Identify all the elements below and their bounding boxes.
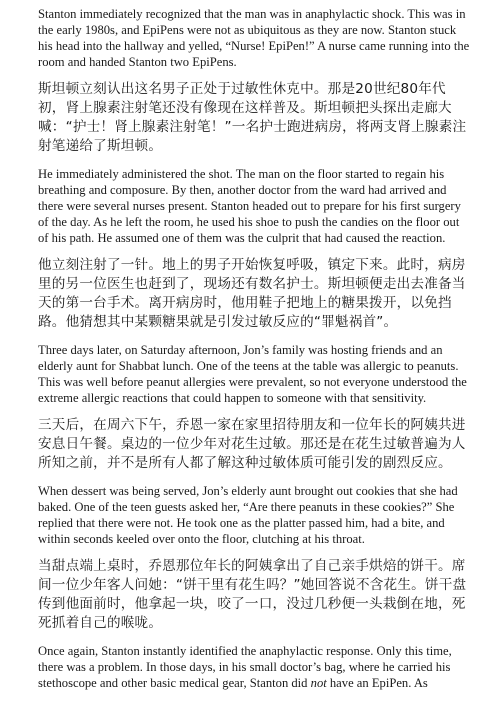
paragraph-en-1: Stanton immediately recognized that the man was in anaphylactic shock. This was in the early 1980s, and EpiPens were not as ubiquitous as they are now. Stanton stuck his head into the hallway and yelled, “Nurse! EpiPen!” A nurse came running into the room and handed Stanton two EpiPens. [38,7,470,69]
paragraph-en-2: He immediately administered the shot. The man on the floor started to regain his breathing and composure. By then, another doctor from the ward had arrived and there were several nurses present. Stanton headed out to prepare for his first surgery of the day. As he left the room, he used his shoe to push the candies on the floor out of his path. He assumed one of them was the culprit that had caused the reaction. [38,167,461,245]
paragraph-zh-4: 当甜点端上桌时，乔恩那位年长的阿姨拿出了自己亲手烘焙的饼干。席间一位少年客人问她：“饼干里有花生吗？”她回答说不含花生。饼干盘传到他面前时，他拿起一块，咬了一口，没过几秒便一头栽倒在地，死死抓着自己的喉咙。 [38,558,467,631]
paragraph-zh-2: 他立刻注射了一针。地上的男子开始恢复呼吸，镇定下来。此时，病房里的另一位医生也赶到了，现场还有数名护士。斯坦顿便走出去准备当天的第一台手术。离开病房时，他用鞋子把地上的糖果拨开，以免挡路。他猜想其中某颗糖果就是引发过敏反应的“罪魁祸首”。 [38,257,466,330]
paragraph-en-5-end: have an EpiPen. As [326,676,428,690]
paragraph-en-3: Three days later, on Saturday afternoon, Jon’s family was hosting friends and an elderly aunt for Shabbat lunch. One of the teens at the table was allergic to peanuts. This was well before peanut allergies were prevalent, so not everyone understood the extreme allergic reactions that could happen to someone with that sensitivity. [38,343,467,405]
paragraph-zh-1: 斯坦顿立刻认出这名男子正处于过敏性休克中。那是20世纪80年代初，肾上腺素注射笔还没有像现在这样普及。斯坦顿把头探出走廊大喊：“护士！肾上腺素注射笔！”一名护士跑进病房，将两支肾上腺素注射笔递给了斯坦顿。 [38,81,467,154]
paragraph-en-5 [38,643,470,691]
paragraph-en-5-start: Once again, Stanton instantly identified the anaphylactic response. Only this time, there was a problem. In those days, in his small doctor’s bag, where he carried his stethoscope and other basic medical gear, Stanton did [38,644,452,690]
paragraph-en-5-italic: not [310,676,327,690]
paragraph-zh-3: 三天后，在周六下午，乔恩一家在家里招待朋友和一位年长的阿姨共进安息日午餐。桌边的一位少年对花生过敏。那还是在花生过敏普遍为人所知之前，并不是所有人都了解这种过敏体质可能引发的剧烈反应。 [38,417,466,471]
paragraph-en-4: When dessert was being served, Jon’s elderly aunt brought out cookies that she had baked. One of the teen guests asked her, “Are there peanuts in these cookies?” She replied that there were not. He took one as the platter passed him, had a bite, and within seconds keeled over onto the floor, clutching at his throat. [38,484,458,546]
